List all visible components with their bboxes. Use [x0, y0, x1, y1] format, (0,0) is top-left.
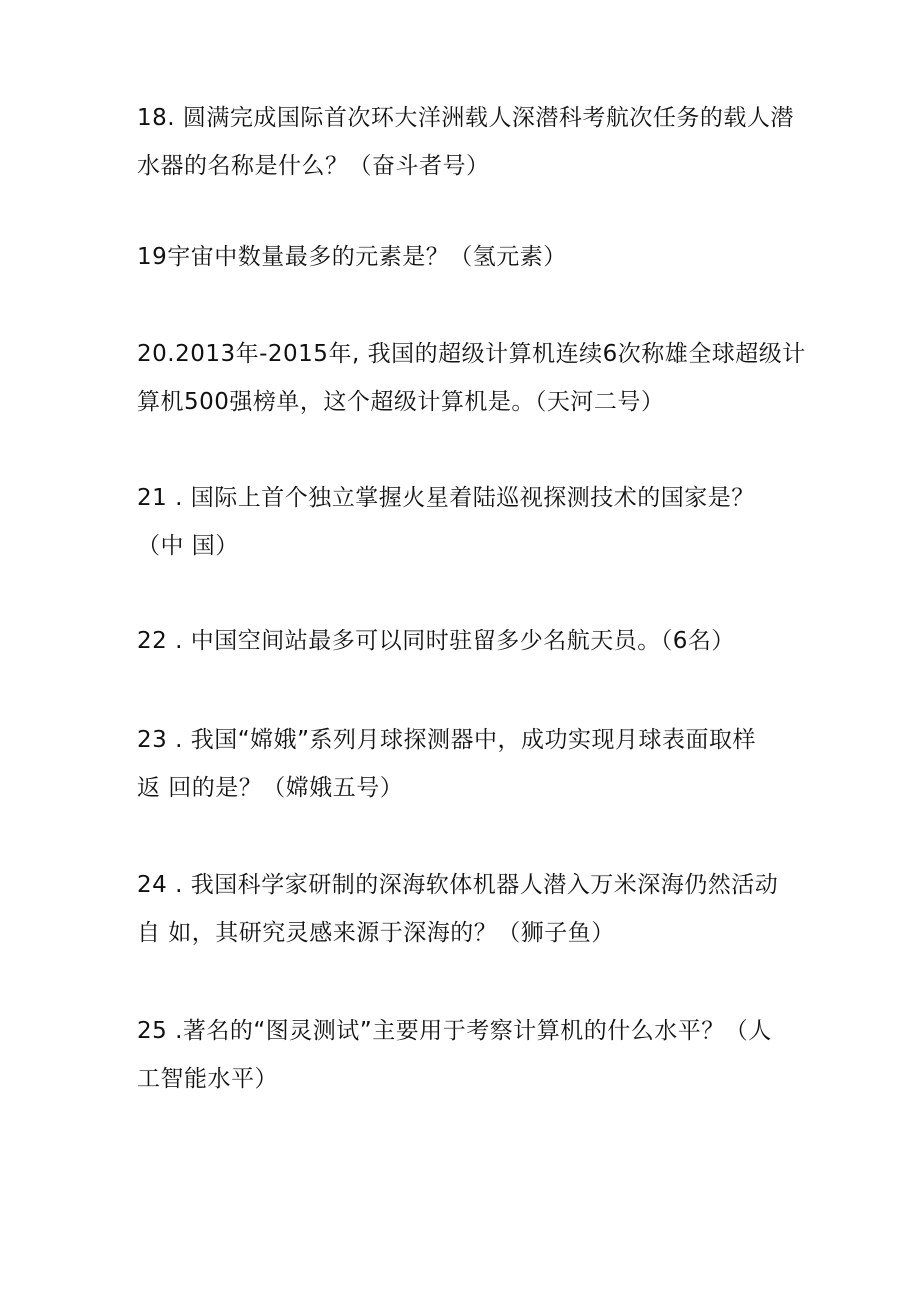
question-text-line: 工智能水平） [137, 1066, 278, 1092]
question-text-line: 返 回的是？（嫦娥五号） [137, 775, 404, 801]
question-24 [137, 861, 797, 957]
question-23 [137, 716, 797, 812]
question-text-line: 算机500强榜单，这个超级计算机是。（天河二号） [137, 389, 665, 415]
question-19 [137, 233, 797, 281]
question-21 [137, 474, 797, 570]
question-text-line: 24 . 我国科学家研制的深海软体机器人潜入万米深海仍然活动 [137, 872, 779, 898]
question-text-line: 21 . 国际上首个独立掌握火星着陆巡视探测技术的国家是？ [137, 485, 755, 511]
question-18 [137, 94, 797, 190]
question-25 [137, 1007, 797, 1103]
question-text-line: 20.2013年-2015年, 我国的超级计算机连续6次称雄全球超级计 [137, 341, 806, 367]
question-20 [137, 330, 806, 426]
question-text-line: 18. 圆满完成国际首次环大洋洲载人深潜科考航次任务的载人潜 [137, 105, 794, 131]
question-text-line: 22 . 中国空间站最多可以同时驻留多少名航天员。（6名） [137, 628, 735, 654]
question-text-line: 25 .著名的“图灵测试”主要用于考察计算机的什么水平？（人 [137, 1018, 772, 1044]
question-text-line: 19宇宙中数量最多的元素是？（氢元素） [137, 244, 567, 270]
question-text-line: 水器的名称是什么？（奋斗者号） [137, 153, 490, 179]
question-22 [137, 617, 797, 665]
question-text-line: 自 如，其研究灵感来源于深海的？（狮子鱼） [137, 920, 615, 946]
question-text-line: （中 国） [137, 533, 239, 559]
question-text-line: 23 . 我国“嫦娥”系列月球探测器中，成功实现月球表面取样 [137, 727, 757, 753]
